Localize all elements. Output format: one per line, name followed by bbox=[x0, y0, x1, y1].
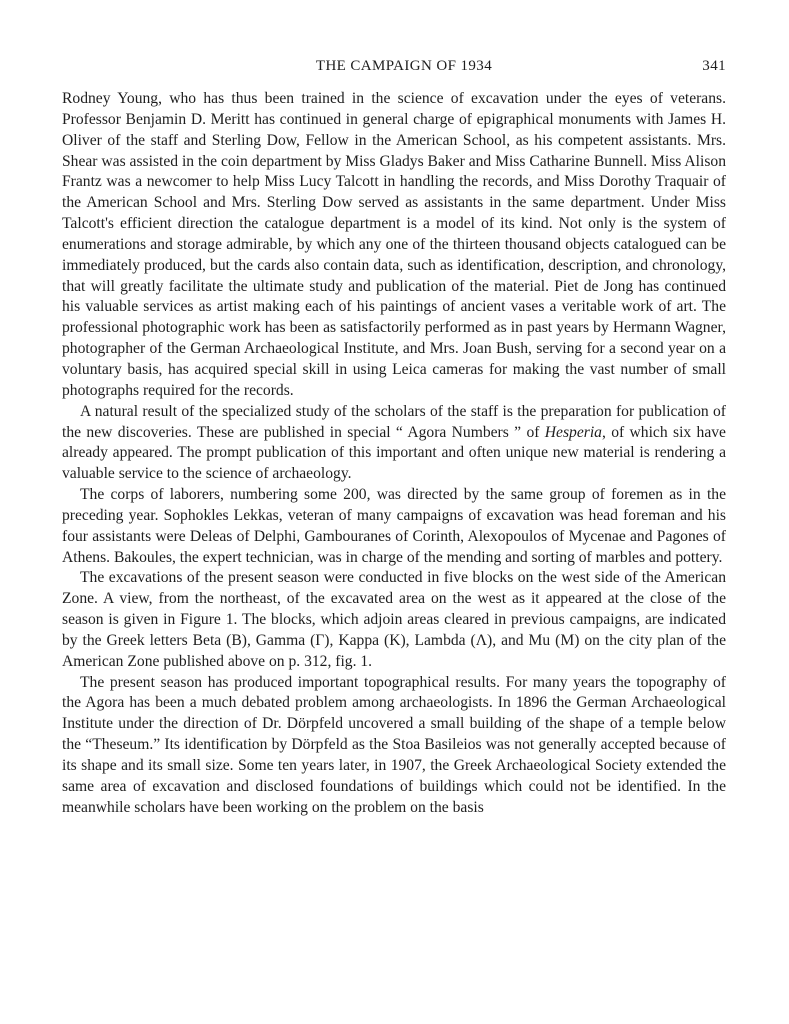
page-number: 341 bbox=[702, 58, 726, 74]
body-text bbox=[62, 89, 726, 819]
paragraph-5: The present season has produced important topographical results. For many years the topography of the Agora has been a much debated problem among archaeologists. In 1896 the German Archaeological Institute under the direction of Dr. Dörpfeld uncovered a small building of the shape of a temple below the “Theseum.” Its identification by Dörpfeld as the Stoa Basileios was not generally accepted because of its shape and its small size. Some ten years later, in 1907, the Greek Archaeological Society extended the same area of excavation and disclosed foundations of buildings which could not be identified. In the meanwhile scholars have been working on the problem on the basis bbox=[62, 673, 726, 816]
running-head bbox=[62, 58, 726, 78]
journal-title-italic: Hesperia bbox=[544, 423, 602, 441]
paragraph-2-text-after: , of which six have already appeared. The prompt publication of this important and often unique new material is rendering a valuable service to the science of archaeology. bbox=[62, 423, 726, 483]
paragraph-2 bbox=[62, 402, 726, 485]
paragraph-4: The excavations of the present season were conducted in five blocks on the west side of the American Zone. A view, from the northeast, of the excavated area on the west as it appeared at the close of the season is given in Figure 1. The blocks, which adjoin areas cleared in previous campaigns, are indicated by the Greek letters Beta (B), Gamma (Γ), Kappa (K), Lambda (Λ), and Mu (M) on the city plan of the American Zone published above on p. 312, fig. 1. bbox=[62, 569, 726, 670]
paragraph-1: Rodney Young, who has thus been trained in the science of excavation under the eyes of veterans. Professor Benjamin D. Meritt has continued in general charge of epigraphical monuments with James H. Oliver of the staff and Sterling Dow, Fellow in the American School, as his competent assistants. Mrs. Shear was assisted in the coin department by Miss Gladys Baker and Miss Catharine Bunnell. Miss Alison Frantz was a newcomer to help Miss Lucy Talcott in handling the records, and Miss Dorothy Traquair of the American School and Mrs. Sterling Dow served as assistants in the same department. Under Miss Talcott's efficient direction the catalogue department is a model of its kind. Not only is the system of enumerations and storage admirable, by which any one of the thirteen thousand objects catalogued can be immediately produced, but the cards also contain data, such as identification, description, and chronology, that will greatly facilitate the ultimate study and publication of the material. Piet de Jong has continued his valuable services as artist making each of his paintings of ancient vases a veritable work of art. The professional photographic work has been as satisfactorily performed as in past years by Hermann Wagner, photographer of the German Archaeological Institute, and Mrs. Joan Bush, serving for a second year on a voluntary basis, has acquired special skill in using Leica cameras for making the vast number of small photographs required for the records. bbox=[62, 90, 726, 399]
paragraph-2-text-before: A natural result of the specialized study of the scholars of the staff is the preparation for publication of the new discoveries. These are published in special “ Agora Numbers ” of bbox=[62, 402, 726, 441]
running-head-title: THE CAMPAIGN OF 1934 bbox=[315, 58, 493, 74]
paragraph-3: The corps of laborers, numbering some 200, was directed by the same group of foremen as in the preceding year. Sophokles Lekkas, veteran of many campaigns of excavation was head foreman and his four assistants were Deleas of Delphi, Gambouranes of Corinth, Alexopoulos of Mycenae and Pagones of Athens. Bakoules, the expert technician, was in charge of the mending and sorting of marbles and pottery. bbox=[62, 486, 726, 566]
